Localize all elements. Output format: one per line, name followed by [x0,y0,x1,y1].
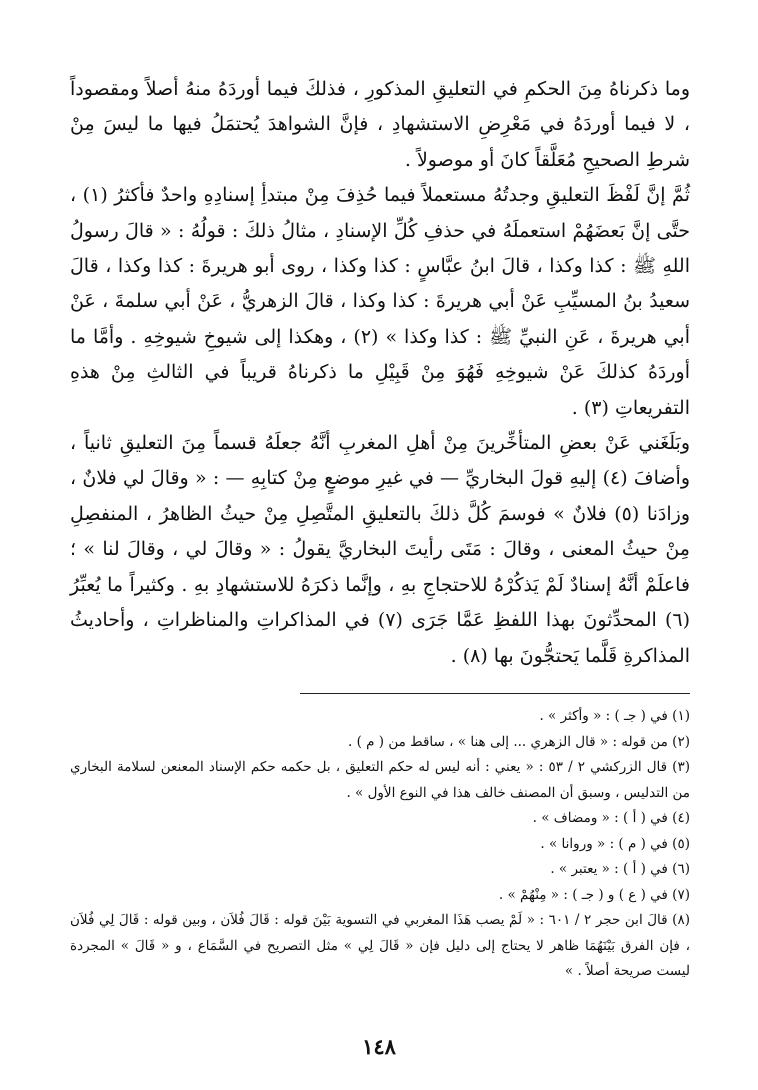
footnote-4: (٤) في ( أ ) : « ومضاف » . [532,810,690,826]
footnote-8: (٨) قالَ ابن حجر ٢ / ٦٠١ : « لَمْ يصب هَذَا المغربي في التسوية بَيْنَ قوله : قَالَ فُلاَن ، وبين قوله : قَالَ لِي فُلاَن ، فإن الفرق بَيْنَهُمَا ظاهر لا يحتاج إلى دليل فإن « قَالَ لِي » مثل التصريح في السَّمَاع ، و « قَالَ » المجردة ليست صريحة أصلاً . » [70,912,690,979]
footnote-6: (٦) في ( أ ) : « يعتبر » . [550,861,690,877]
footnote-7: (٧) في ( ع ) و ( جـ ) : « مِنْهُمْ » . [498,886,690,903]
footnote-1: (١) في ( جـ ) : « وأكثر » . [539,708,690,724]
page-number: ١٤٨ [362,1034,396,1059]
paragraph-1: وما ذكرناهُ مِنَ الحكمِ في التعليقِ المذكورِ ، فذلكَ فيما أوردَهُ منهُ أصلاً ومقصوداً ، لا فيما أوردَهُ في مَعْرِضِ الاستشهادِ ، فإنَّ الشواهدَ يُحتمَلُ فيها ما ليسَ مِنْ شرطِ الصحيحِ مُعَلَّقاً كانَ أو موصولاً . [70,78,690,171]
main-text [70,72,690,674]
footnote-3: (٣) قال الزركشي ٢ / ٥٣ : « يعني : أنه ليس له حكم التعليق ، بل حكمه حكم الإسناد المعنعن لسلامة البخاري من التدليس ، وسبق أن المصنف خالف هذا في النوع الأول » . [70,759,690,801]
footnote-5: (٥) في ( م ) : « وروانا » . [540,835,690,852]
footnote-2: (٢) من قوله : « قال الزهري ... إلى هنا » ، ساقط من ( م ) . [348,733,690,750]
paragraph-3: وبَلَغَني عَنْ بعضِ المتأخِّرينَ مِنْ أهلِ المغربِ أنَّهُ جعلَهُ قسماً مِنَ التعليقِ ثانياً ، وأضافَ (٤) إليهِ قولَ البخاريِّ — في غيرِ موضعٍ مِنْ كتابِهِ — : « وقالَ لي فلانٌ ، وزادَنا (٥) فلانٌ » فوسمَ كُلَّ ذلكَ بالتعليقِ المتَّصِلِ مِنْ حيثُ الظاهرُ ، المنفصِلِ مِنْ حيثُ المعنى ، وقالَ : مَتَى رأيتَ البخاريَّ يقولُ : « وقالَ لي ، وقالَ لنا » ؛ فاعلَمْ أنَّهُ إسنادٌ لَمْ يَذكُرْهُ للاحتجاجِ بهِ ، وإنَّما ذكرَهُ للاستشهادِ بهِ . وكثيراً ما يُعبِّرُ (٦) المحدِّثونَ بهذا اللفظِ عَمَّا جَرَى (٧) في المذاكراتِ والمناظراتِ ، وأحاديثُ المذاكرةِ قَلَّما يَحتجُّونَ بها (٨) . [70,432,691,667]
paragraph-2: ثُمَّ إنَّ لَفْظَ التعليقِ وجدتُهُ مستعملاً فيما حُذِفَ مِنْ مبتدأِ إسنادِهِ واحدٌ فأكثرُ (١) ، حتَّى إنَّ بَعضَهُمْ استعملَهُ في حذفِ كُلِّ الإسنادِ ، مثالُ ذلكَ : قولُهُ : « قالَ رسولُ اللهِ ﷺ : كذا وكذا ، قالَ ابنُ عبَّاسٍ : كذا وكذا ، روى أبو هريرةَ : كذا وكذا ، قالَ سعيدُ بنُ المسيِّبِ عَنْ أبي هريرةَ : كذا وكذا ، قالَ الزهريُّ ، عَنْ أبي سلمةَ ، عَنْ أبي هريرةَ ، عَنِ النبيِّ ﷺ : كذا وكذا » (٢) ، وهكذا إلى شيوخِ شيوخِهِ . وأمَّا ما أوردَهُ كذلكَ عَنْ شيوخِهِ فَهُوَ مِنْ قَبِيْلِ ما ذكرناهُ قريباً في الثالثِ مِنْ هذهِ التفريعاتِ (٣) . [70,184,690,419]
page-body [70,72,690,674]
footnotes [70,704,690,985]
footnote-divider [300,693,690,694]
